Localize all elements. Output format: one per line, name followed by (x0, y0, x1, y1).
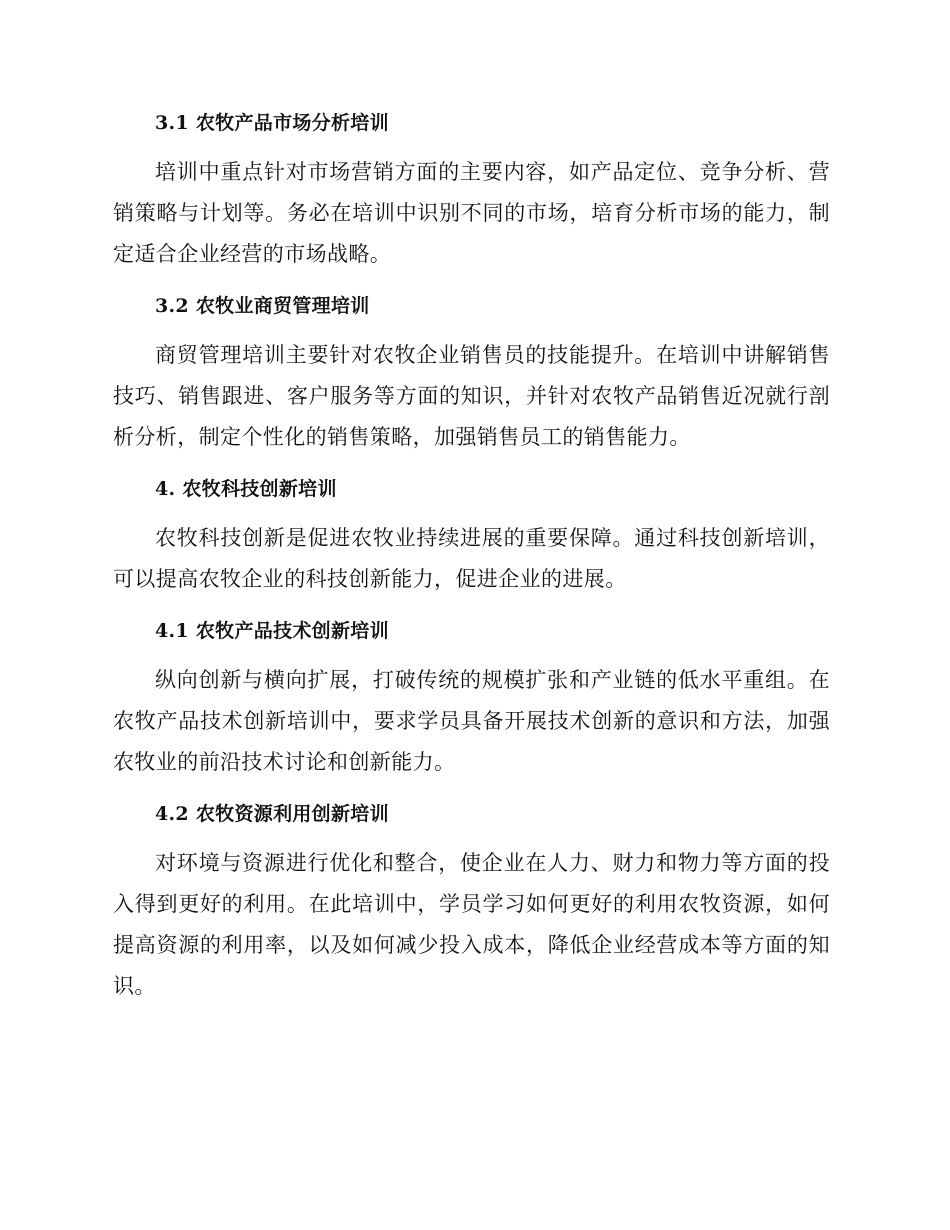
section-paragraph: 对环境与资源进行优化和整合，使企业在人力、财力和物力等方面的投入得到更好的利用。在此培训中，学员学习如何更好的利用农牧资源，如何提高资源的利用率，以及如何减少投入成本，降低企业经营成本等方面的知识。 (113, 851, 830, 998)
section-heading: 3.1 农牧产品市场分析培训 (155, 112, 389, 134)
section-4 (113, 474, 830, 600)
section-paragraph: 纵向创新与横向扩展，打破传统的规模扩张和产业链的低水平重组。在农牧产品技术创新培训中，要求学员具备开展技术创新的意识和方法，加强农牧业的前沿技术讨论和创新能力。 (113, 668, 830, 774)
section-4-1 (113, 616, 830, 783)
section-paragraph: 培训中重点针对市场营销方面的主要内容，如产品定位、竞争分析、营销策略与计划等。务必在培训中识别不同的市场，培育分析市场的能力，制定适合企业经营的市场战略。 (113, 160, 830, 266)
section-heading: 4.1 农牧产品技术创新培训 (155, 620, 389, 642)
section-4-2 (113, 799, 830, 1007)
section-heading: 3.2 农牧业商贸管理培训 (155, 295, 370, 317)
section-heading: 4.2 农牧资源利用创新培训 (155, 803, 389, 825)
section-paragraph: 农牧科技创新是促进农牧业持续进展的重要保障。通过科技创新培训，可以提高农牧企业的科技创新能力，促进企业的进展。 (113, 526, 830, 591)
section-paragraph: 商贸管理培训主要针对农牧企业销售员的技能提升。在培训中讲解销售技巧、销售跟进、客户服务等方面的知识，并针对农牧产品销售近况就行剖析分析，制定个性化的销售策略，加强销售员工的销售能力。 (113, 343, 830, 449)
section-3-1 (113, 108, 830, 275)
section-heading: 4. 农牧科技创新培训 (155, 478, 337, 500)
section-3-2 (113, 291, 830, 458)
